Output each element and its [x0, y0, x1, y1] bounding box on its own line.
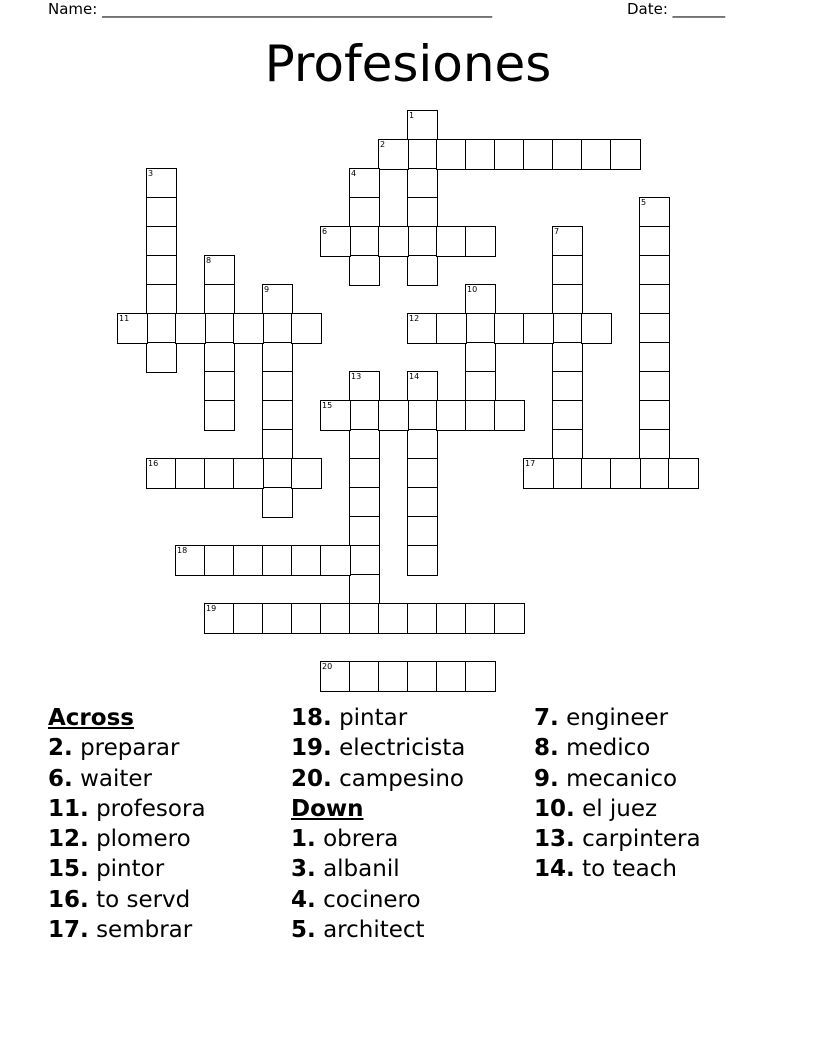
crossword-cell[interactable]	[552, 458, 583, 489]
crossword-cell[interactable]	[320, 545, 351, 576]
crossword-cell[interactable]	[291, 603, 322, 634]
clue-down-5: 5. architect	[291, 917, 425, 944]
crossword-cell[interactable]	[349, 429, 380, 460]
crossword-cell[interactable]	[262, 371, 293, 402]
crossword-cell[interactable]	[581, 139, 612, 170]
crossword-cell[interactable]	[581, 313, 612, 344]
crossword-cell[interactable]	[639, 342, 670, 373]
clue-across-17: 17. sembrar	[48, 917, 193, 944]
clue-across-2: 2. preparar	[48, 735, 180, 762]
clue-column-2	[291, 703, 465, 945]
crossword-cell[interactable]	[349, 487, 380, 518]
crossword-cell[interactable]	[204, 313, 235, 344]
crossword-cell[interactable]	[465, 661, 496, 692]
crossword-cell[interactable]	[146, 255, 177, 286]
crossword-cell[interactable]	[204, 603, 235, 634]
crossword-cell[interactable]	[407, 516, 438, 547]
crossword-cell[interactable]	[146, 226, 177, 257]
crossword-cell[interactable]	[320, 400, 351, 431]
crossword-cell[interactable]	[552, 429, 583, 460]
crossword-cell[interactable]	[204, 400, 235, 431]
crossword-cell[interactable]	[378, 661, 409, 692]
crossword-cell[interactable]	[523, 458, 554, 489]
clue-number: 19	[206, 604, 217, 613]
crossword-cell[interactable]	[233, 458, 264, 489]
crossword-cell[interactable]	[349, 197, 380, 228]
crossword-cell[interactable]	[378, 139, 409, 170]
crossword-cell[interactable]	[349, 168, 380, 199]
crossword-cell[interactable]	[146, 313, 177, 344]
crossword-cell[interactable]	[349, 400, 380, 431]
clue-number: 6	[322, 227, 328, 236]
crossword-cell[interactable]	[465, 371, 496, 402]
clue-down-9: 9. mecanico	[534, 765, 678, 792]
clue-across-18: 18. pintar	[291, 705, 408, 731]
crossword-cell[interactable]	[349, 603, 380, 634]
clue-column-1	[48, 703, 206, 945]
clue-number: 20	[322, 662, 333, 671]
crossword-cell[interactable]	[552, 226, 583, 257]
crossword-cell[interactable]	[378, 603, 409, 634]
crossword-cell[interactable]	[320, 226, 351, 257]
crossword-cell[interactable]	[407, 110, 438, 141]
clue-number: 10	[467, 285, 478, 294]
clue-number: 15	[322, 401, 333, 410]
crossword-cell[interactable]	[494, 139, 525, 170]
crossword-cell[interactable]	[552, 342, 583, 373]
crossword-cell[interactable]	[407, 168, 438, 199]
crossword-cell[interactable]	[262, 342, 293, 373]
crossword-cell[interactable]	[262, 603, 293, 634]
crossword-cell[interactable]	[639, 226, 670, 257]
clue-number: 5	[641, 198, 647, 207]
crossword-cell[interactable]	[320, 603, 351, 634]
crossword-cell[interactable]	[233, 545, 264, 576]
crossword-cell[interactable]	[349, 458, 380, 489]
crossword-cell[interactable]	[523, 313, 554, 344]
clue-down-13: 13. carpintera	[534, 826, 701, 853]
crossword-cell[interactable]	[668, 458, 699, 489]
crossword-cell[interactable]	[204, 458, 235, 489]
crossword-cell[interactable]	[407, 371, 438, 402]
crossword-cell[interactable]	[407, 458, 438, 489]
crossword-cell[interactable]	[146, 284, 177, 315]
date-field-label: Date: _______	[627, 0, 726, 18]
clue-number: 9	[264, 285, 270, 294]
clue-number: 7	[554, 227, 560, 236]
crossword-cell[interactable]	[523, 139, 554, 170]
clue-number: 4	[351, 169, 357, 178]
crossword-cell[interactable]	[465, 139, 496, 170]
clue-down-10: 10. el juez	[534, 795, 658, 822]
crossword-cell[interactable]	[349, 516, 380, 547]
clue-number: 14	[409, 372, 420, 381]
crossword-cell[interactable]	[349, 661, 380, 692]
across-heading: Across	[48, 705, 134, 731]
crossword-cell[interactable]	[436, 313, 467, 344]
crossword-cell[interactable]	[407, 139, 438, 170]
crossword-cell[interactable]	[552, 255, 583, 286]
crossword-cell[interactable]	[639, 371, 670, 402]
crossword-cell[interactable]	[552, 371, 583, 402]
clue-across-6: 6. waiter	[48, 765, 152, 792]
clue-across-11: 11. profesora	[48, 795, 206, 822]
clue-down-3: 3. albanil	[291, 856, 400, 883]
clue-across-19: 19. electricista	[291, 735, 466, 762]
clue-across-20: 20. campesino	[291, 765, 464, 792]
crossword-cell[interactable]	[378, 226, 409, 257]
crossword-cell[interactable]	[349, 545, 380, 576]
name-field-label: Name: ____________________________________________________	[48, 0, 493, 18]
clue-number: 18	[177, 546, 188, 555]
crossword-cell[interactable]	[349, 226, 380, 257]
crossword-cell[interactable]	[610, 458, 641, 489]
page-title: Profesiones	[264, 35, 552, 93]
crossword-cell[interactable]	[552, 400, 583, 431]
clue-number: 12	[409, 314, 420, 323]
crossword-cell[interactable]	[146, 168, 177, 199]
crossword-cell[interactable]	[494, 313, 525, 344]
crossword-cell[interactable]	[291, 545, 322, 576]
crossword-cell[interactable]	[378, 400, 409, 431]
crossword-cell[interactable]	[407, 487, 438, 518]
crossword-cell[interactable]	[349, 255, 380, 286]
crossword-cell[interactable]	[407, 226, 438, 257]
clue-column-3	[534, 703, 701, 885]
crossword-cell[interactable]	[175, 313, 206, 344]
crossword-cell[interactable]	[204, 545, 235, 576]
crossword-cell[interactable]	[146, 458, 177, 489]
clue-number: 2	[380, 140, 386, 149]
clue-down-4: 4. cocinero	[291, 886, 421, 913]
crossword-cell[interactable]	[436, 603, 467, 634]
crossword-cell[interactable]	[639, 458, 670, 489]
crossword-cell[interactable]	[436, 139, 467, 170]
crossword-cell[interactable]	[610, 139, 641, 170]
crossword-cell[interactable]	[494, 400, 525, 431]
crossword-cell[interactable]	[552, 284, 583, 315]
crossword-cell[interactable]	[436, 400, 467, 431]
crossword-cell[interactable]	[262, 400, 293, 431]
crossword-cell[interactable]	[465, 284, 496, 315]
crossword-cell[interactable]	[146, 197, 177, 228]
crossword-cell[interactable]	[465, 226, 496, 257]
crossword-cell[interactable]	[639, 284, 670, 315]
crossword-cell[interactable]	[233, 603, 264, 634]
crossword-cell[interactable]	[465, 400, 496, 431]
clue-down-8: 8. medico	[534, 735, 651, 762]
crossword-cell[interactable]	[349, 574, 380, 605]
clue-down-1: 1. obrera	[291, 826, 399, 853]
clue-across-15: 15. pintor	[48, 856, 165, 883]
crossword-cell[interactable]	[349, 371, 380, 402]
clue-across-12: 12. plomero	[48, 826, 191, 853]
down-heading: Down	[291, 795, 364, 822]
clue-across-16: 16. to servd	[48, 886, 191, 913]
clue-down-7: 7. engineer	[534, 705, 669, 731]
crossword-cell[interactable]	[407, 255, 438, 286]
crossword-cell[interactable]	[436, 226, 467, 257]
crossword-cell[interactable]	[262, 545, 293, 576]
crossword-cell[interactable]	[291, 313, 322, 344]
crossword-cell[interactable]	[639, 255, 670, 286]
crossword-cell[interactable]	[407, 603, 438, 634]
crossword-cell[interactable]	[639, 313, 670, 344]
crossword-cell[interactable]	[436, 661, 467, 692]
crossword-cell[interactable]	[552, 139, 583, 170]
crossword-cell[interactable]	[262, 458, 293, 489]
crossword-cell[interactable]	[639, 400, 670, 431]
clue-number: 13	[351, 372, 362, 381]
crossword-cell[interactable]	[407, 400, 438, 431]
crossword-cell[interactable]	[291, 458, 322, 489]
crossword-cell[interactable]	[262, 487, 293, 518]
crossword-cell[interactable]	[465, 603, 496, 634]
crossword-cell[interactable]	[494, 603, 525, 634]
crossword-cell[interactable]	[204, 371, 235, 402]
crossword-cell[interactable]	[175, 458, 206, 489]
clue-number: 1	[409, 111, 415, 120]
crossword-cell[interactable]	[204, 284, 235, 315]
crossword-cell[interactable]	[146, 342, 177, 373]
crossword-cell[interactable]	[581, 458, 612, 489]
crossword-cell[interactable]	[117, 313, 148, 344]
clue-number: 16	[148, 459, 159, 468]
crossword-cell[interactable]	[407, 197, 438, 228]
crossword-cell[interactable]	[262, 284, 293, 315]
crossword-cell[interactable]	[639, 197, 670, 228]
crossword-cell[interactable]	[552, 313, 583, 344]
crossword-cell[interactable]	[407, 545, 438, 576]
clue-number: 17	[525, 459, 536, 468]
crossword-cell[interactable]	[262, 313, 293, 344]
clue-number: 3	[148, 169, 154, 178]
crossword-cell[interactable]	[175, 545, 206, 576]
clue-number: 11	[119, 314, 130, 323]
crossword-cell[interactable]	[465, 313, 496, 344]
crossword-cell[interactable]	[320, 661, 351, 692]
crossword-cell[interactable]	[233, 313, 264, 344]
crossword-cell[interactable]	[204, 342, 235, 373]
crossword-cell[interactable]	[639, 429, 670, 460]
crossword-cell[interactable]	[262, 429, 293, 460]
clue-number: 8	[206, 256, 212, 265]
crossword-cell[interactable]	[204, 255, 235, 286]
crossword-cell[interactable]	[465, 342, 496, 373]
clue-down-14: 14. to teach	[534, 856, 677, 883]
crossword-cell[interactable]	[407, 313, 438, 344]
crossword-cell[interactable]	[407, 429, 438, 460]
crossword-cell[interactable]	[407, 661, 438, 692]
